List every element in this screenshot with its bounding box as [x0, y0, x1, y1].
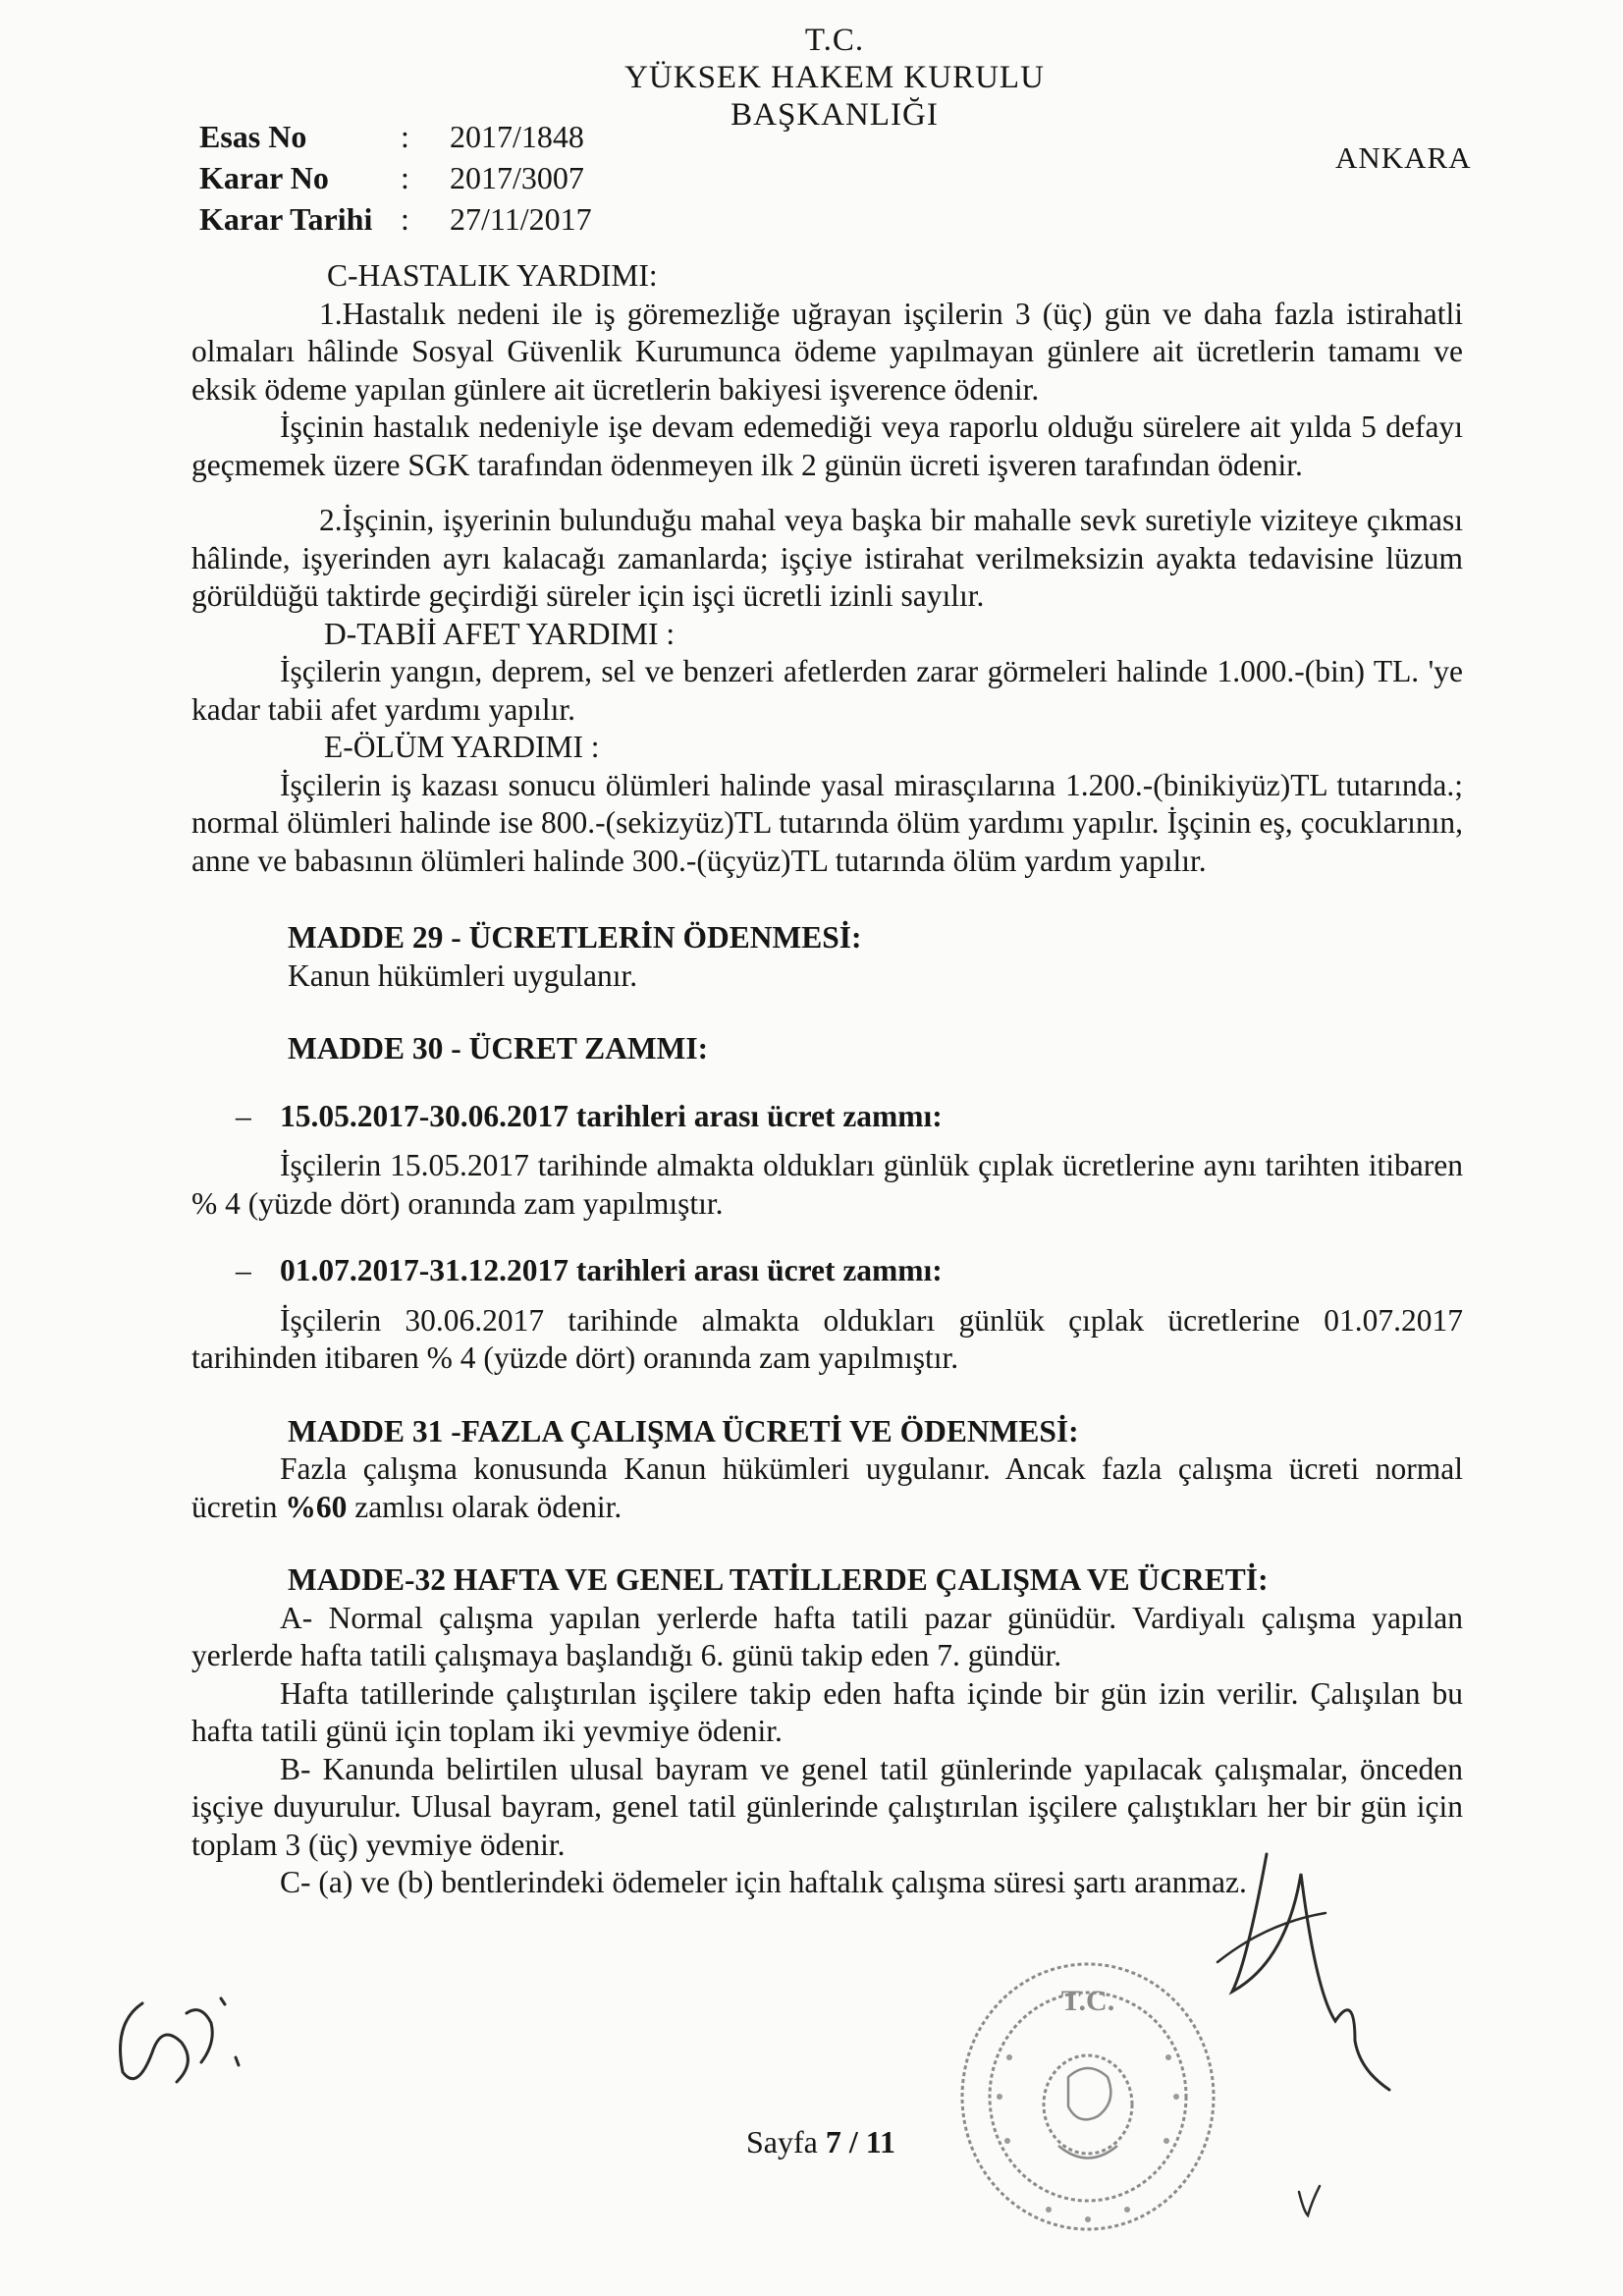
dash-subheading [191, 1098, 1463, 1136]
paragraph: Kanun hükümleri uygulanır. [288, 957, 638, 993]
paragraph: İşçilerin 15.05.2017 tarihinde almakta oldukları günlük çıplak ücretlerine aynı tarihten itibaren % 4 (yüzde dört) oranında zam yapılmıştır. [191, 1148, 1463, 1221]
paragraph: İşçilerin 30.06.2017 tarihinde almakta oldukları günlük çıplak ücretlerine 01.07.2017 tarihinden itibaren % 4 (yüzde dört) oranında zam yapılmıştır. [191, 1302, 1463, 1375]
meta-row-karar [199, 157, 592, 198]
institution-header [550, 22, 1119, 134]
paragraph [191, 1450, 1463, 1526]
document-body [191, 257, 1463, 1902]
article-heading-30: MADDE 30 - ÜCRET ZAMMI: [288, 1031, 709, 1066]
section-heading-d: D-TABİİ AFET YARDIMI : [324, 616, 676, 651]
header-line-department: BAŞKANLIĞI [730, 97, 939, 133]
city-label: ANKARA [1335, 140, 1472, 175]
handwritten-initials [103, 1984, 250, 2102]
meta-value: 2017/1848 [450, 119, 584, 154]
page-label: Sayfa [746, 2124, 826, 2159]
meta-colon: : [401, 119, 409, 154]
dash-mark: – [236, 1253, 251, 1287]
paragraph: İşçilerin iş kazası sonucu ölümleri halinde yasal mirasçılarına 1.200.-(binikiyüz)TL tutarında.; normal ölümleri halinde ise 800.-(sekizyüz)TL tutarında ölüm yardımı yapılır. İşçinin eş, çocuklarının, anne ve babasının ölümleri halinde 300.-(üçyüz)TL tutarında ölüm yardım yapılır. [191, 767, 1463, 878]
text-run: zamlısı olarak ödenir. [347, 1489, 622, 1524]
meta-colon: : [401, 160, 409, 195]
paragraph: A- Normal çalışma yapılan yerlerde hafta tatili pazar günüdür. Vardiyalı çalışma yapılan yerlerde hafta tatili çalışmaya başlandığı 6. günü takip eden 7. gündür. [191, 1600, 1463, 1672]
page-number: 7 / 11 [825, 2124, 895, 2159]
paragraph: C- (a) ve (b) bentlerindeki ödemeler için haftalık çalışma süresi şartı aranmaz. [280, 1865, 1247, 1899]
meta-label: Karar Tarihi [199, 201, 373, 237]
header-line-institution: YÜKSEK HAKEM KURULU [624, 60, 1045, 95]
meta-row-esas [199, 116, 592, 157]
paragraph: 1.Hastalık nedeni ile iş göremezliğe uğrayan işçilerin 3 (üç) gün ve daha fazla istirahatli olmaları hâlinde Sosyal Güvenlik Kurumunca ödeme yapılmayan günlere ait ücretlerin tamamı ve eksik ödeme yapılan günlere ait ücretlerin bakiyesi işverence ödenir. [191, 296, 1463, 407]
official-seal-stamp [941, 1949, 1225, 2264]
meta-label: Esas No [199, 119, 307, 154]
article-heading-29: MADDE 29 - ÜCRETLERİN ÖDENMESİ: [288, 920, 862, 955]
paragraph: B- Kanunda belirtilen ulusal bayram ve genel tatil günlerinde yapılacak çalışmalar, önceden işçiye duyurulur. Ulusal bayram, genel tatil günlerinde çalıştırılan işçilere çalıştıkları her bir gün için toplam 3 (üç) yevmiye ödenir. [191, 1751, 1463, 1862]
meta-colon: : [401, 201, 409, 237]
dash-subheading-text: 01.07.2017-31.12.2017 tarihleri arası ücret zammı: [280, 1253, 943, 1287]
section-heading-e: E-ÖLÜM YARDIMI : [324, 730, 600, 764]
dash-mark: – [236, 1098, 251, 1133]
paragraph: İşçilerin yangın, deprem, sel ve benzeri afetlerden zarar görmeleri halinde 1.000.-(bin) TL. 'ye kadar tabii afet yardımı yapılır. [191, 654, 1463, 727]
meta-value: 2017/3007 [450, 160, 584, 195]
dash-subheading-text: 15.05.2017-30.06.2017 tarihleri arası ücret zammı: [280, 1098, 943, 1133]
paragraph: İşçinin hastalık nedeniyle işe devam edemediği veya raporlu olduğu sürelere ait yılda 5 defayı geçmemek üzere SGK tarafından ödenmeyen ilk 2 günün ücreti işveren tarafından ödenir. [191, 410, 1463, 482]
header-line-tc: T.C. [804, 23, 865, 58]
page-footer [746, 2124, 895, 2160]
section-heading-c: C-HASTALIK YARDIMI: [327, 258, 658, 293]
paragraph: 2.İşçinin, işyerinin bulunduğu mahal veya başka bir mahalle sevk suretiyle viziteye çıkması hâlinde, işyerinden ayrı kalacağı zamanlarda; işçiye istirahat verilmeksizin ayakta tedavisine lüzum görüldüğü taktirde geçirdiği süreler için işçi ücretli izinli sayılır. [191, 503, 1463, 613]
text-run: Fazla çalışma konusunda Kanun hükümleri uygulanır. Ancak fazla çalışma ücreti normal ücretin [191, 1451, 1463, 1524]
dash-subheading [191, 1252, 1463, 1290]
handwritten-signature [1208, 1844, 1394, 2100]
stamp-text: T.C. [1060, 1985, 1115, 2017]
bold-percentage: %60 [285, 1489, 348, 1524]
case-meta [199, 116, 592, 240]
paragraph: Hafta tatillerinde çalıştırılan işçilere takip eden hafta içinde bir gün izin verilir. Çalışılan bu hafta tatili günü için toplam iki yevmiye ödenir. [191, 1675, 1463, 1748]
article-heading-32: MADDE-32 HAFTA VE GENEL TATİLLERDE ÇALIŞMA VE ÜCRETİ: [288, 1562, 1269, 1597]
article-heading-31: MADDE 31 -FAZLA ÇALIŞMA ÜCRETİ VE ÖDENMESİ: [288, 1413, 1079, 1449]
meta-row-karar-tarihi [199, 198, 592, 240]
check-mark-icon [1294, 2182, 1324, 2221]
meta-value: 27/11/2017 [450, 201, 592, 237]
meta-label: Karar No [199, 160, 329, 195]
